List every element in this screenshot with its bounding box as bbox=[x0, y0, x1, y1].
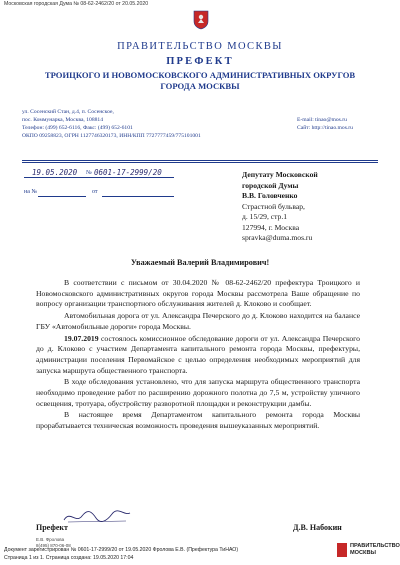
salutation: Уважаемый Валерий Владимирович! bbox=[130, 258, 270, 267]
moscow-coat-of-arms-icon bbox=[193, 10, 209, 30]
reference-number-line bbox=[38, 196, 86, 197]
recipient-title: Депутату Московской bbox=[242, 170, 318, 179]
government-logo-text bbox=[350, 543, 400, 556]
address-line: пос. Коммунарка, Москва, 108814 bbox=[22, 117, 104, 123]
executor-phone: 8(495) 870-06-08 bbox=[36, 542, 71, 548]
recipient-address: 127994, г. Москва bbox=[242, 222, 300, 232]
district-heading-line-1: ТРОИЦКОГО И НОВОМОСКОВСКОГО АДМИНИСТРАТИВНЫХ ОКРУГОВ bbox=[44, 70, 356, 80]
recipient-title: городской Думы bbox=[242, 180, 299, 190]
registration-number-label: № bbox=[86, 170, 92, 176]
email-text: E-mail: tinao@mos.ru bbox=[297, 117, 347, 123]
registration-number: 0601-17-2999/20 bbox=[94, 168, 162, 177]
letterhead-divider bbox=[22, 160, 378, 161]
recipient-email[interactable]: spravka@duma.mos.ru bbox=[242, 233, 313, 242]
reference-from-label: от bbox=[92, 189, 98, 195]
address-phone: Телефон: (499) 652-6116, Факс: (499) 652-6101 bbox=[22, 125, 133, 131]
page-info-footer: Страница 1 из 1. Страница создана: 19.05.2020 17:04 bbox=[4, 555, 134, 561]
signatory-position: Префект bbox=[36, 523, 68, 532]
executor-name: Е.В. Фролова bbox=[36, 537, 65, 542]
district-heading bbox=[0, 70, 400, 92]
letterhead-address bbox=[22, 108, 201, 140]
signatory-name: Д.В. Набокин bbox=[293, 523, 342, 532]
reference-date-line bbox=[102, 196, 174, 197]
recipient-name: В.В. Головченко bbox=[242, 191, 298, 200]
body-paragraph: В ходе обследования установлено, что для запуска маршрута общественного транспорта необходимо проведение работ по расширению дорожного полотна до 7,5 м, устройству уличного освещения, тротуара, обустройству разворотной площадки и реконструкции дамбы. bbox=[36, 377, 360, 408]
address-registry-codes: ОКПО 09258823, ОГРН 1127746320173, ИНН/КПП 7727777459/775101001 bbox=[22, 133, 201, 139]
letterhead-contacts bbox=[297, 116, 353, 132]
recipient-address: д. 15/29, стр.1 bbox=[242, 212, 288, 221]
district-heading-line-2: ГОРОДА МОСКВЫ bbox=[160, 81, 240, 91]
body-paragraph: Автомобильная дорога от ул. Александра Печерского до д. Клоково находится на балансе ГБУ «Автомобильные дороги» города Москвы. bbox=[36, 311, 360, 331]
recipient-address: Страстной бульвар, bbox=[242, 201, 305, 211]
inspection-date: 19.07.2019 bbox=[64, 333, 99, 343]
logo-line: ПРАВИТЕЛЬСТВО bbox=[350, 543, 400, 549]
logo-line: МОСКВЫ bbox=[350, 549, 376, 556]
website-link[interactable]: Сайт: http://tinao.mos.ru bbox=[297, 125, 353, 131]
prefect-heading: ПРЕФЕКТ bbox=[166, 56, 234, 67]
body-paragraph-text: состоялось комиссионное обследование дороги от ул. Александра Печерского до д. Клоково с участием Департамента капитального ремонта города Москвы, префектуры, администрации поселения Первомайское с целью определения необходимых мероприятий для запуска маршрута общественного транспорта. bbox=[36, 333, 360, 375]
letter-body bbox=[36, 278, 360, 433]
handwritten-signature bbox=[62, 508, 132, 526]
registration-date: 19.05.2020 bbox=[32, 168, 78, 177]
address-line: ул. Сосенский Стан, д.4, п. Сосенское, bbox=[22, 109, 114, 115]
body-paragraph: В настоящее время Департаментом капитального ремонта города Москвы прорабатывается техническая возможность проведения вышеуказанных мероприятий. bbox=[36, 410, 360, 431]
registration-underline bbox=[24, 177, 174, 178]
registration-footer: Документ зарегистрирован № 0601-17-2999/20 от 19.05.2020 Фролова Е.В. (Префектура ТиНАО) bbox=[4, 547, 239, 553]
reference-label: на № bbox=[24, 189, 38, 195]
document-top-line: Московская городская Дума № 08-62-2462/20 от 20.05.2020 bbox=[4, 1, 149, 7]
letterhead-divider-thin bbox=[22, 162, 378, 163]
government-logo-icon bbox=[337, 543, 347, 557]
recipient-block bbox=[242, 170, 318, 244]
body-paragraph bbox=[36, 334, 360, 377]
body-paragraph: В соответствии с письмом от 30.04.2020 № 08-62-2462/20 префектура Троицкого и Новомосковского административных округов города Москвы рассмотрела Ваше обращение по вопросу организации транспортного обслуживания жителей д. Клоково и сообщает. bbox=[36, 278, 360, 309]
government-heading: ПРАВИТЕЛЬСТВО МОСКВЫ bbox=[117, 41, 283, 52]
